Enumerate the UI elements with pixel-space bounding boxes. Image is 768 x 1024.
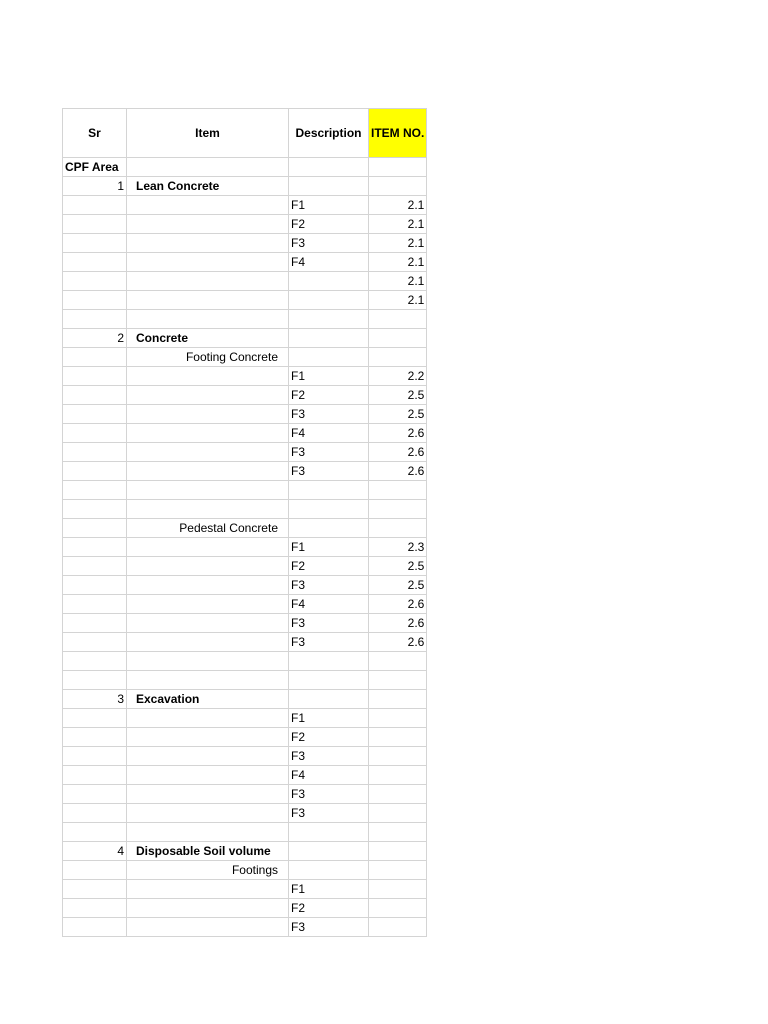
table-row [63, 291, 427, 310]
cell-item-no[interactable] [369, 329, 427, 348]
cell-item[interactable] [127, 595, 289, 614]
cell-sr[interactable] [63, 462, 127, 481]
cell-item[interactable] [127, 823, 289, 842]
cell-description[interactable] [289, 652, 369, 671]
cell-item[interactable] [127, 310, 289, 329]
table-row [63, 918, 427, 937]
cell-sr[interactable] [63, 804, 127, 823]
cell-item[interactable]: Pedestal Concrete [127, 519, 289, 538]
table-row [63, 424, 427, 443]
table-row [63, 462, 427, 481]
cell-description[interactable] [289, 329, 369, 348]
cell-description[interactable] [289, 500, 369, 519]
cell-description[interactable] [289, 519, 369, 538]
header-description[interactable]: Description [289, 109, 369, 158]
cell-description[interactable]: F2 [289, 728, 369, 747]
table-row [63, 899, 427, 918]
cell-item[interactable]: Concrete [127, 329, 289, 348]
cell-item-no[interactable] [369, 348, 427, 367]
cell-item-no[interactable] [369, 747, 427, 766]
cell-item-no[interactable] [369, 709, 427, 728]
cell-description[interactable]: F4 [289, 595, 369, 614]
table-row [63, 215, 427, 234]
cell-item[interactable] [127, 804, 289, 823]
cell-item[interactable] [127, 386, 289, 405]
cell-sr[interactable] [63, 861, 127, 880]
cell-item-no[interactable] [369, 690, 427, 709]
cell-description[interactable]: F2 [289, 557, 369, 576]
cell-sr[interactable] [63, 633, 127, 652]
cell-item[interactable] [127, 443, 289, 462]
cell-item-no[interactable] [369, 899, 427, 918]
table-row [63, 253, 427, 272]
cell-item-no[interactable]: 2.5 [369, 386, 427, 405]
cell-sr[interactable] [63, 823, 127, 842]
cell-sr[interactable] [63, 918, 127, 937]
cell-sr[interactable] [63, 880, 127, 899]
table-body [63, 109, 427, 937]
cell-item[interactable] [127, 766, 289, 785]
cell-item[interactable] [127, 538, 289, 557]
table-row [63, 823, 427, 842]
cell-item[interactable]: Lean Concrete [127, 177, 289, 196]
table-row [63, 367, 427, 386]
cell-item-no[interactable] [369, 861, 427, 880]
cell-description[interactable] [289, 823, 369, 842]
cell-item[interactable] [127, 291, 289, 310]
cell-sr[interactable] [63, 595, 127, 614]
cell-item[interactable] [127, 557, 289, 576]
cell-item-no[interactable] [369, 785, 427, 804]
cell-sr[interactable] [63, 196, 127, 215]
cell-description[interactable]: F3 [289, 633, 369, 652]
table-row [63, 158, 427, 177]
header-item-no[interactable]: ITEM NO. [369, 109, 427, 158]
cell-description[interactable] [289, 158, 369, 177]
cell-sr[interactable] [63, 386, 127, 405]
cell-item[interactable] [127, 405, 289, 424]
cell-description[interactable]: F2 [289, 899, 369, 918]
cell-item[interactable] [127, 880, 289, 899]
cell-item-no[interactable]: 2.1 [369, 253, 427, 272]
cell-sr[interactable] [63, 481, 127, 500]
header-sr[interactable]: Sr [63, 109, 127, 158]
cell-item-no[interactable]: 2.1 [369, 234, 427, 253]
cell-item[interactable] [127, 481, 289, 500]
table-row [63, 804, 427, 823]
cell-item[interactable] [127, 633, 289, 652]
cell-sr[interactable]: CPF Area [63, 158, 127, 177]
cell-description[interactable]: F4 [289, 253, 369, 272]
cell-item[interactable] [127, 158, 289, 177]
cell-item[interactable] [127, 899, 289, 918]
cell-item[interactable] [127, 215, 289, 234]
table-row [63, 177, 427, 196]
cell-sr[interactable] [63, 500, 127, 519]
cell-item[interactable] [127, 272, 289, 291]
cell-sr[interactable]: 3 [63, 690, 127, 709]
table-row [63, 443, 427, 462]
cell-description[interactable] [289, 272, 369, 291]
cell-item-no[interactable] [369, 804, 427, 823]
cell-item-no[interactable] [369, 671, 427, 690]
cell-sr[interactable]: 4 [63, 842, 127, 861]
table-row [63, 405, 427, 424]
table-row [63, 861, 427, 880]
table-row [63, 880, 427, 899]
table-row [63, 747, 427, 766]
cell-sr[interactable] [63, 405, 127, 424]
cell-item-no[interactable]: 2.1 [369, 291, 427, 310]
cell-item-no[interactable] [369, 766, 427, 785]
cell-description[interactable] [289, 690, 369, 709]
cell-item[interactable] [127, 652, 289, 671]
table-row [63, 595, 427, 614]
cell-sr[interactable] [63, 766, 127, 785]
cell-sr[interactable] [63, 519, 127, 538]
cell-item-no[interactable]: 2.6 [369, 614, 427, 633]
cell-item[interactable] [127, 747, 289, 766]
cell-item[interactable]: Footing Concrete [127, 348, 289, 367]
cell-description[interactable]: F1 [289, 880, 369, 899]
cell-description[interactable]: F3 [289, 443, 369, 462]
table-row [63, 633, 427, 652]
cell-item-no[interactable]: 2.5 [369, 557, 427, 576]
cell-item[interactable] [127, 709, 289, 728]
cell-item-no[interactable] [369, 880, 427, 899]
header-item[interactable]: Item [127, 109, 289, 158]
cell-item[interactable] [127, 614, 289, 633]
cell-description[interactable]: F1 [289, 709, 369, 728]
cell-item[interactable]: Excavation [127, 690, 289, 709]
cell-sr[interactable] [63, 291, 127, 310]
cell-item-no[interactable] [369, 918, 427, 937]
table-row [63, 329, 427, 348]
cell-item-no[interactable] [369, 500, 427, 519]
cell-description[interactable]: F3 [289, 785, 369, 804]
table-row [63, 671, 427, 690]
cell-item[interactable]: Footings [127, 861, 289, 880]
cell-sr[interactable] [63, 728, 127, 747]
cell-description[interactable]: F3 [289, 576, 369, 595]
cell-description[interactable] [289, 291, 369, 310]
cell-description[interactable]: F4 [289, 766, 369, 785]
cell-description[interactable]: F1 [289, 196, 369, 215]
table-row [63, 272, 427, 291]
cell-item[interactable] [127, 728, 289, 747]
cell-item-no[interactable]: 2.6 [369, 633, 427, 652]
cell-item[interactable] [127, 424, 289, 443]
cell-sr[interactable] [63, 747, 127, 766]
cell-item-no[interactable]: 2.1 [369, 215, 427, 234]
table-row [63, 614, 427, 633]
table-row [63, 652, 427, 671]
cell-sr[interactable] [63, 348, 127, 367]
cell-description[interactable]: F2 [289, 215, 369, 234]
cell-sr[interactable] [63, 424, 127, 443]
table-row [63, 310, 427, 329]
cell-item[interactable] [127, 671, 289, 690]
cell-description[interactable]: F3 [289, 405, 369, 424]
cell-item[interactable] [127, 234, 289, 253]
table-row [63, 728, 427, 747]
cell-description[interactable]: F1 [289, 367, 369, 386]
cell-item-no[interactable] [369, 481, 427, 500]
cell-item-no[interactable]: 2.6 [369, 424, 427, 443]
table-row [63, 557, 427, 576]
table-row [63, 500, 427, 519]
cell-item[interactable] [127, 576, 289, 595]
cell-item-no[interactable] [369, 842, 427, 861]
cell-item[interactable] [127, 253, 289, 272]
cell-sr[interactable] [63, 253, 127, 272]
cell-item-no[interactable]: 2.2 [369, 367, 427, 386]
cell-sr[interactable] [63, 215, 127, 234]
cell-item-no[interactable] [369, 823, 427, 842]
cell-sr[interactable] [63, 576, 127, 595]
table-row [63, 709, 427, 728]
cell-item-no[interactable]: 2.5 [369, 405, 427, 424]
cell-item[interactable] [127, 500, 289, 519]
table-row [63, 766, 427, 785]
cell-description[interactable] [289, 671, 369, 690]
header-row [63, 109, 427, 158]
cell-item[interactable] [127, 196, 289, 215]
cell-item-no[interactable] [369, 728, 427, 747]
cell-description[interactable]: F1 [289, 538, 369, 557]
cell-description[interactable]: F3 [289, 747, 369, 766]
table-row [63, 386, 427, 405]
cell-sr[interactable] [63, 785, 127, 804]
cell-sr[interactable] [63, 538, 127, 557]
table-row [63, 196, 427, 215]
cell-sr[interactable] [63, 557, 127, 576]
spreadsheet-table [62, 108, 427, 937]
cell-item-no[interactable]: 2.3 [369, 538, 427, 557]
table-row [63, 576, 427, 595]
cell-item-no[interactable] [369, 158, 427, 177]
cell-sr[interactable] [63, 234, 127, 253]
cell-sr[interactable] [63, 899, 127, 918]
cell-description[interactable] [289, 481, 369, 500]
cell-item[interactable] [127, 367, 289, 386]
cell-item-no[interactable]: 2.1 [369, 196, 427, 215]
table-row [63, 842, 427, 861]
cell-description[interactable] [289, 861, 369, 880]
cell-item[interactable] [127, 918, 289, 937]
cell-item-no[interactable]: 2.5 [369, 576, 427, 595]
cell-description[interactable]: F4 [289, 424, 369, 443]
cell-item-no[interactable] [369, 519, 427, 538]
cell-sr[interactable] [63, 709, 127, 728]
cell-sr[interactable]: 1 [63, 177, 127, 196]
cell-sr[interactable] [63, 671, 127, 690]
cell-item-no[interactable] [369, 652, 427, 671]
cell-sr[interactable] [63, 272, 127, 291]
cell-item-no[interactable] [369, 310, 427, 329]
cell-description[interactable]: F3 [289, 462, 369, 481]
cell-sr[interactable] [63, 310, 127, 329]
table-row [63, 785, 427, 804]
table-row [63, 538, 427, 557]
cell-item[interactable] [127, 462, 289, 481]
cell-description[interactable]: F3 [289, 918, 369, 937]
cell-description[interactable] [289, 310, 369, 329]
cell-description[interactable]: F2 [289, 386, 369, 405]
cell-description[interactable]: F3 [289, 234, 369, 253]
cell-sr[interactable] [63, 652, 127, 671]
cell-item-no[interactable]: 2.1 [369, 272, 427, 291]
cell-item[interactable]: Disposable Soil volume [127, 842, 289, 861]
table-row [63, 690, 427, 709]
table-row [63, 234, 427, 253]
cell-item-no[interactable] [369, 177, 427, 196]
cell-sr[interactable] [63, 614, 127, 633]
cell-sr[interactable]: 2 [63, 329, 127, 348]
cell-item-no[interactable]: 2.6 [369, 462, 427, 481]
cell-sr[interactable] [63, 443, 127, 462]
cell-description[interactable]: F3 [289, 614, 369, 633]
table-row [63, 348, 427, 367]
table-row [63, 519, 427, 538]
cell-sr[interactable] [63, 367, 127, 386]
cell-description[interactable] [289, 348, 369, 367]
cell-description[interactable] [289, 842, 369, 861]
table-row [63, 481, 427, 500]
cell-item-no[interactable]: 2.6 [369, 443, 427, 462]
cell-description[interactable]: F3 [289, 804, 369, 823]
cell-item[interactable] [127, 785, 289, 804]
cell-item-no[interactable]: 2.6 [369, 595, 427, 614]
cell-description[interactable] [289, 177, 369, 196]
